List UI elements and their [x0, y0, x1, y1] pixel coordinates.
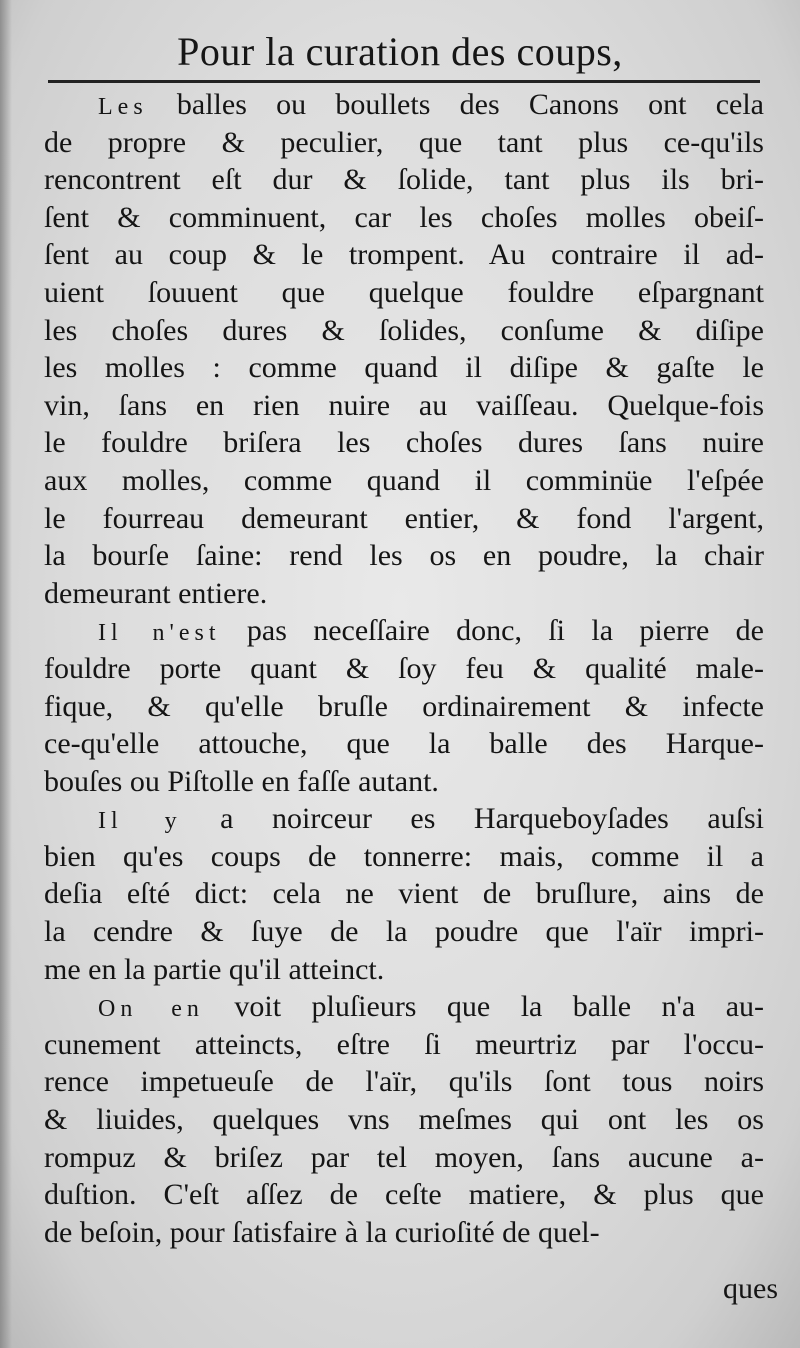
line-text: duſtion. C'eſt aſſez de ceſte matiere, & plus que [44, 1178, 764, 1212]
paragraph-first-line [44, 800, 764, 838]
line-text: rencontrent eſt dur & ſolide, tant plus ils bri- [44, 163, 764, 197]
text-line [44, 875, 764, 913]
paragraph-first-line [44, 988, 764, 1026]
body-text [44, 86, 764, 1251]
line-text: voit pluſieurs que la balle n'a au- [203, 990, 765, 1024]
text-line [44, 424, 764, 462]
line-text: vin, ſans en rien nuire au vaiſſeau. Quelque-fois [44, 388, 764, 422]
line-text: de beſoin, pour ſatisfaire à la curioſité de quel- [44, 1215, 600, 1249]
text-line [44, 725, 764, 763]
text-line [44, 688, 764, 726]
text-line [44, 1176, 764, 1214]
text-line [44, 913, 764, 951]
text-line [44, 763, 764, 801]
text-line [44, 462, 764, 500]
line-text: deſia eſté dict: cela ne vient de bruſlure, ains de [44, 877, 764, 911]
text-line [44, 124, 764, 162]
line-text: fouldre porte quant & ſoy feu & qualité male- [44, 651, 764, 685]
catchword: ques [723, 1272, 778, 1305]
text-line [44, 838, 764, 876]
line-text: bien qu'es coups de tonnerre: mais, comme il a [44, 839, 764, 873]
line-text: pas neceſſaire donc, ſi la pierre de [220, 614, 764, 648]
line-text: ſent & comminuent, car les choſes molles obeiſ- [44, 200, 764, 234]
line-text: ce-qu'elle attouche, que la balle des Harque- [44, 727, 764, 761]
text-line [44, 1063, 764, 1101]
text-line [44, 349, 764, 387]
text-line [44, 575, 764, 613]
text-line [44, 274, 764, 312]
line-text: rompuz & briſez par tel moyen, ſans aucune a- [44, 1140, 764, 1174]
text-line [44, 537, 764, 575]
line-text: rence impetueuſe de l'aïr, qu'ils ſont tous noirs [44, 1065, 764, 1099]
line-text: la cendre & ſuye de la poudre que l'aïr impri- [44, 915, 764, 949]
line-text: fique, & qu'elle bruſle ordinairement & infecte [44, 689, 764, 723]
small-caps-lead: On en [98, 996, 204, 1023]
line-text: le fourreau demeurant entier, & fond l'argent, [44, 501, 764, 535]
small-caps-lead: Les [98, 94, 148, 120]
paragraph-first-line [44, 612, 764, 650]
line-text: & liuides, quelques vns meſmes qui ont les os [44, 1103, 764, 1137]
text-line [44, 650, 764, 688]
line-text: les molles : comme quand il diſipe & gaſte le [44, 351, 764, 385]
line-text: balles ou boullets des Canons ont cela [147, 88, 764, 121]
line-text: la bourſe ſaine: rend les os en poudre, la chair [44, 539, 764, 573]
head-rule [48, 80, 760, 83]
line-text: demeurant entiere. [44, 576, 268, 610]
text-line [44, 951, 764, 989]
line-text: le fouldre briſera les choſes dures ſans nuire [44, 426, 764, 460]
line-text: uient ſouuent que quelque fouldre eſpargnant [44, 275, 764, 309]
paragraph-first-line [44, 86, 764, 124]
text-line [44, 387, 764, 425]
text-line [44, 161, 764, 199]
text-line [44, 199, 764, 237]
text-line [44, 500, 764, 538]
small-caps-lead: Il n'est [98, 620, 221, 647]
page-gutter-shadow [0, 0, 12, 1348]
line-text: me en la partie qu'il atteinct. [44, 952, 385, 986]
text-line [44, 1139, 764, 1177]
running-head: Pour la curation des coups, [177, 29, 623, 74]
text-line [44, 1101, 764, 1139]
line-text: aux molles, comme quand il comminüe l'eſpée [44, 463, 764, 497]
line-text: de propre & peculier, que tant plus ce-qu'ils [44, 125, 764, 159]
text-line [44, 1214, 764, 1252]
line-text: bouſes ou Piſtolle en faſſe autant. [44, 764, 439, 798]
small-caps-lead: Il y [98, 808, 182, 835]
text-line [44, 1026, 764, 1064]
line-text: ſent au coup & le trompent. Au contraire il ad- [44, 238, 764, 272]
text-line [44, 236, 764, 274]
text-line [44, 312, 764, 350]
line-text: a noirceur es Harqueboуſades auſsi [181, 802, 764, 836]
line-text: cunement atteincts, eſtre ſi meurtriz par l'occu- [44, 1027, 764, 1061]
line-text: les choſes dures & ſolides, conſume & diſipe [44, 313, 764, 347]
